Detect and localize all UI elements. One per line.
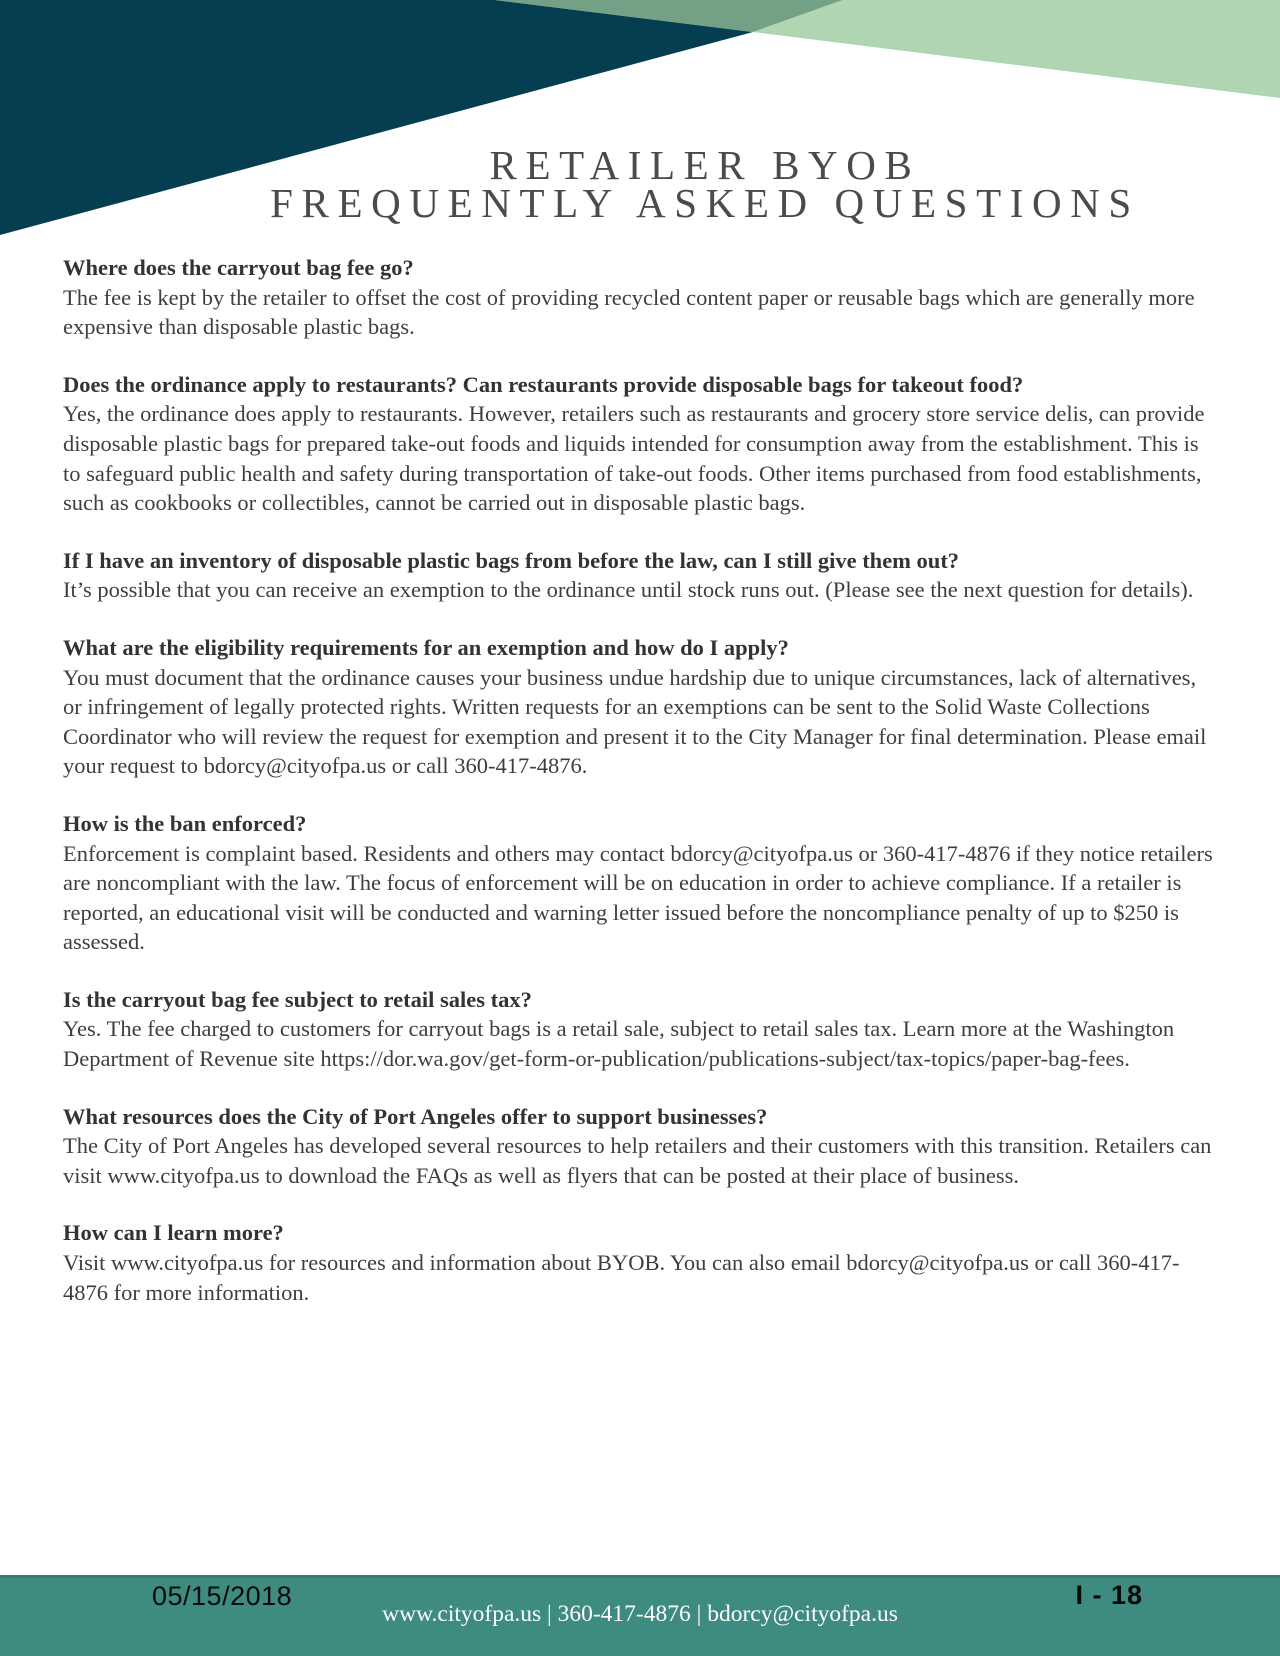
- faq-section: [63, 1102, 1216, 1191]
- faq-question: Does the ordinance apply to restaurants? Can restaurants provide disposable bags for takeout food?: [63, 371, 1024, 397]
- faq-answer: Yes. The fee charged to customers for carryout bags is a retail sale, subject to retail sales tax. Learn more at the Washington Department of Revenue site https://dor.wa.gov/get-form-or-publication/publications-subject/tax-topics/paper-bag-fees.: [63, 1016, 1175, 1072]
- faq-answer: The fee is kept by the retailer to offset the cost of providing recycled content paper or reusable bags which are generally more expensive than disposable plastic bags.: [63, 284, 1195, 340]
- faq-section: [63, 370, 1216, 518]
- faq-answer: Yes, the ordinance does apply to restaurants. However, retailers such as restaurants and grocery store service delis, can provide disposable plastic bags for prepared take-out foods and liquids intended for consumption away from the establishment. This is to safeguard public health and safety during transportation of take-out foods. Other items purchased from food establishments, such as cookbooks or collectibles, cannot be carried out in disposable plastic bags.: [63, 401, 1205, 516]
- faq-question: If I have an inventory of disposable plastic bags from before the law, can I still give them out?: [63, 547, 960, 573]
- footer-page-number: I - 18: [1075, 1580, 1143, 1610]
- faq-section: [63, 985, 1216, 1074]
- faq-section: [63, 1218, 1216, 1307]
- faq-answer: The City of Port Angeles has developed several resources to help retailers and their customers with this transition. Retailers can visit www.cityofpa.us to download the FAQs as well as flyers that can be posted at their place of business.: [63, 1133, 1212, 1188]
- faq-section: [63, 633, 1216, 781]
- faq-answer: It’s possible that you can receive an exemption to the ordinance until stock runs out. (Please see the next question for details).: [63, 577, 1194, 603]
- faq-content: [63, 253, 1216, 1335]
- faq-answer: Visit www.cityofpa.us for resources and information about BYOB. You can also email bdorcy@cityofpa.us or call 360-417-4876 for more information.: [63, 1250, 1180, 1305]
- faq-answer: You must document that the ordinance causes your business undue hardship due to unique circumstances, lack of alternatives, or infringement of legally protected rights. Written requests for an exemptions can be sent to the Solid Waste Collections Coordinator who will review the request for exemption and present it to the City Manager for final determination. Please email your request to bdorcy@cityofpa.us or call 360-417-4876.: [63, 664, 1207, 779]
- faq-section: [63, 253, 1216, 342]
- faq-answer: Enforcement is complaint based. Residents and others may contact bdorcy@cityofpa.us or 360-417-4876 if they notice retailers are noncompliant with the law. The focus of enforcement will be on education in order to achieve compliance. If a retailer is reported, an educational visit will be conducted and warning letter issued before the noncompliance penalty of up to $250 is assessed.: [63, 840, 1213, 955]
- faq-section: [63, 809, 1216, 957]
- faq-question: Where does the carryout bag fee go?: [63, 255, 414, 280]
- faq-question: What are the eligibility requirements for an exemption and how do I apply?: [63, 634, 789, 660]
- page-title-line1: RETAILER BYOB: [489, 142, 921, 188]
- faq-question: How can I learn more?: [63, 1220, 284, 1246]
- page-title-line2: FREQUENTLY ASKED QUESTIONS: [270, 180, 1140, 226]
- footer-date-stamp: 05/15/2018: [152, 1581, 293, 1611]
- faq-section: [63, 546, 1216, 605]
- faq-question: Is the carryout bag fee subject to retail sales tax?: [63, 986, 532, 1012]
- footer-contact-line: www.cityofpa.us | 360-417-4876 | bdorcy@cityofpa.us: [382, 1601, 898, 1627]
- page-title: [130, 142, 1280, 226]
- faq-question: What resources does the City of Port Angeles offer to support businesses?: [63, 1103, 768, 1129]
- faq-question: How is the ban enforced?: [63, 810, 307, 836]
